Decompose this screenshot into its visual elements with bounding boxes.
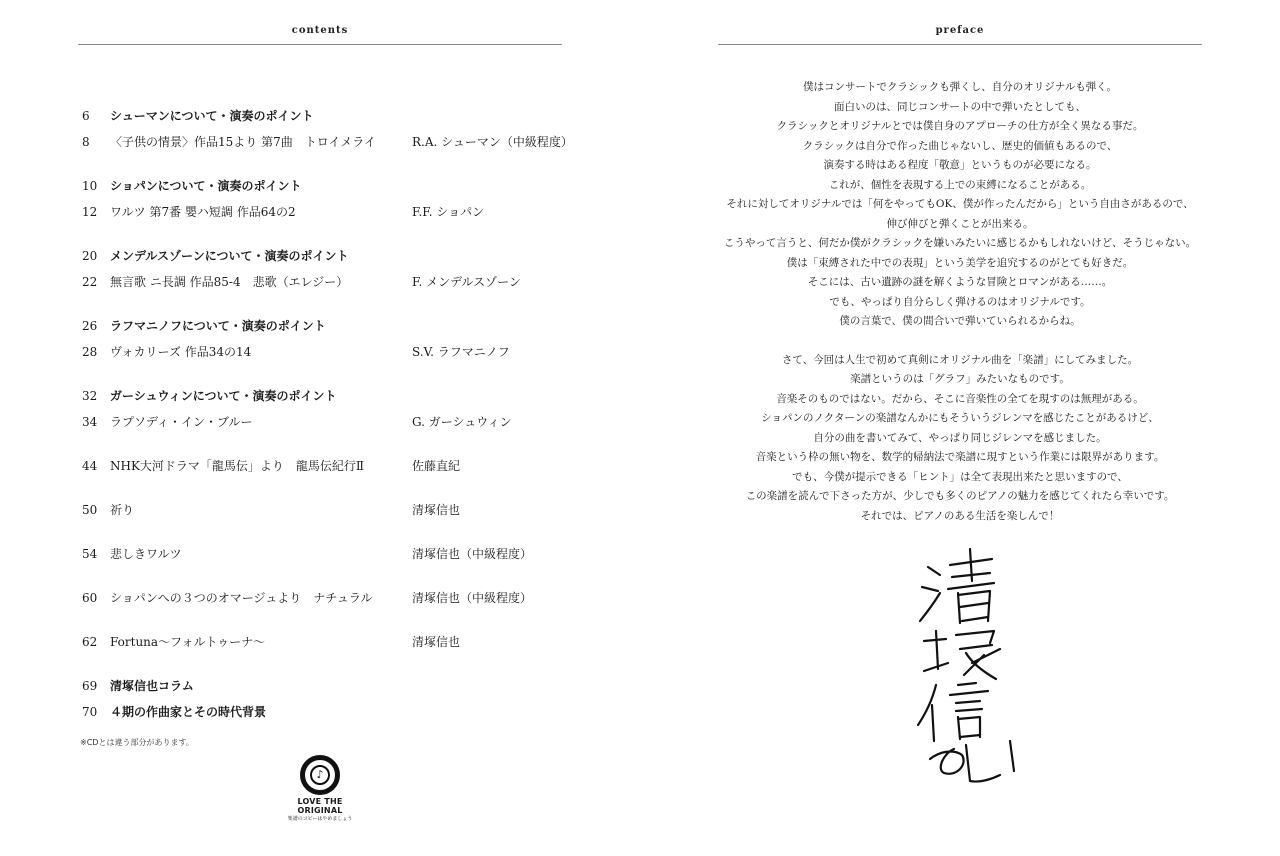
toc-entry — [82, 544, 582, 564]
toc-page-number: 70 — [82, 705, 98, 719]
toc-page-number: 50 — [82, 503, 98, 517]
preface-line: 面白いのは、同じコンサートの中で弾いたとしても、 — [834, 100, 1086, 113]
toc-title: NHK大河ドラマ「龍馬伝」より 龍馬伝紀行Ⅱ — [110, 459, 365, 473]
preface-line: 音楽という枠の無い物を、数学的帰納法で楽譜に現すという作業には限界があります。 — [755, 451, 1165, 463]
toc-section-heading — [82, 702, 582, 722]
toc-page-number: 12 — [82, 205, 98, 219]
toc-composer: F. メンデルスゾーン — [412, 275, 521, 289]
toc-title: 悲しきワルツ — [110, 547, 182, 561]
preface-line: でも、今僕が提示できる「ヒント」は全て表現出来たと思いますので、 — [792, 470, 1128, 483]
preface-line: こうやって言うと、何だか僕がクラシックを嫌いみたいに感じるかもしれないけど、そうじゃない。 — [723, 237, 1197, 249]
toc-entry — [82, 272, 582, 292]
toc-title: ラフマニノフについて・演奏のポイント — [110, 319, 326, 333]
preface-line: でも、やっぱり自分らしく弾けるのはオリジナルです。 — [829, 295, 1091, 308]
toc-page-number: 32 — [82, 389, 98, 403]
preface-text — [700, 78, 1220, 526]
toc-title: ショパンへの３つのオマージュより ナチュラル — [110, 591, 373, 605]
toc-title: 〈子供の情景〉作品15より 第7曲 トロイメライ — [110, 135, 376, 149]
preface-line: 自分の曲を書いてみて、やっぱり同じジレンマを感じました。 — [813, 431, 1107, 444]
preface-line: 伸び伸びと弾くことが出来る。 — [886, 217, 1034, 230]
preface-line: クラシックとオリジナルとでは僕自身のアプローチの仕方が全く異なる事だ。 — [776, 120, 1144, 132]
preface-line: 音楽そのものではない。だから、そこに音楽性の全てを現すのは無理がある。 — [776, 392, 1144, 405]
toc-page-number: 62 — [82, 635, 98, 649]
toc-composer: 清塚信也（中級程度） — [412, 547, 533, 561]
toc-composer: F.F. ショパン — [412, 205, 485, 219]
logo-glyph: ♪ — [310, 765, 330, 785]
toc-page-number: 22 — [82, 275, 98, 289]
preface-line: 僕はコンサートでクラシックも弾くし、自分のオリジナルも弾く。 — [802, 81, 1118, 93]
paragraph-gap — [700, 332, 1220, 351]
love-the-original-logo — [280, 755, 360, 822]
preface-line: 僕の言葉で、僕の間合いで弾いていられるからね。 — [839, 315, 1081, 327]
preface-line: さて、今回は人生で初めて真剣にオリジナル曲を「楽譜」にしてみました。 — [781, 353, 1139, 366]
toc-page-number: 10 — [82, 179, 98, 193]
preface-line: クラシックは自分で作った曲じゃないし、歴史的価値もあるので、 — [802, 139, 1118, 152]
toc-entry — [82, 132, 582, 152]
logo-text: LOVE THE ORIGINAL — [297, 797, 343, 815]
toc-title: ショパンについて・演奏のポイント — [110, 179, 302, 193]
toc-composer: 清塚信也 — [412, 635, 461, 649]
toc-page-number: 20 — [82, 249, 98, 263]
toc-composer: R.A. シューマン（中級程度） — [412, 135, 573, 149]
toc-entry — [82, 456, 582, 476]
preface-line: この楽譜を読んで下さった方が、少しでも多くのピアノの魅力を感じてくれたら幸いです。 — [745, 490, 1175, 502]
toc-composer: 佐藤直紀 — [412, 459, 461, 473]
toc-page-number: 60 — [82, 591, 98, 605]
toc-title: 祈り — [110, 503, 135, 517]
toc-title: ワルツ 第7番 嬰ハ短調 作品64の2 — [110, 205, 296, 219]
toc-entry — [82, 500, 582, 520]
toc-entry — [82, 342, 582, 362]
toc-composer: 清塚信也 — [412, 503, 461, 517]
cd-difference-note: ※CDとは違う部分があります。 — [80, 738, 194, 747]
signature-icon — [910, 545, 1030, 785]
toc-page-number: 44 — [82, 459, 98, 473]
toc-title: ガーシュウィンについて・演奏のポイント — [110, 389, 337, 403]
handwritten-signature — [910, 545, 1030, 785]
toc-section-heading — [82, 676, 582, 696]
preface-line: そこには、古い遺跡の謎を解くような冒険とロマンがある……。 — [807, 276, 1113, 288]
toc-page-number: 34 — [82, 415, 98, 429]
toc-entry — [82, 202, 582, 222]
toc-entry — [82, 412, 582, 432]
preface-line: 僕は「束縛された中での表現」という美学を追究するのがとても好きだ。 — [786, 256, 1134, 269]
toc-page-number: 69 — [82, 679, 98, 693]
toc-section-heading — [82, 316, 582, 336]
toc-title: ラプソディ・イン・ブルー — [110, 415, 253, 429]
toc-entry — [82, 632, 582, 652]
toc-section-heading — [82, 386, 582, 406]
toc-section-heading — [82, 106, 582, 126]
toc-entry — [82, 588, 582, 608]
preface-line: 演奏する時はある程度「敬意」というものが必要になる。 — [823, 159, 1097, 171]
toc-composer: S.V. ラフマニノフ — [412, 345, 510, 359]
toc-section-heading — [82, 176, 582, 196]
toc-title: シューマンについて・演奏のポイント — [110, 109, 314, 123]
preface-header: preface — [718, 22, 1202, 45]
toc-page-number: 6 — [82, 109, 90, 123]
toc-title: 清塚信也コラム — [110, 679, 194, 693]
preface-line: これが、個性を表現する上での束縛になることがある。 — [828, 178, 1092, 191]
toc-page-number: 8 — [82, 135, 90, 149]
toc-composer: G. ガーシュウィン — [412, 415, 512, 429]
toc-title: Fortuna〜フォルトゥーナ〜 — [110, 635, 266, 649]
preface-line: ショパンのノクターンの楽譜なんかにもそういうジレンマを感じたことがあるけど、 — [761, 412, 1159, 424]
toc-title: メンデルスゾーンについて・演奏のポイント — [110, 249, 349, 263]
toc-title: 無言歌 ニ長調 作品85-4 悲歌（エレジー） — [110, 275, 349, 289]
contents-header: contents — [78, 22, 562, 45]
toc-title: ヴォカリーズ 作品34の14 — [110, 345, 252, 359]
toc-title: ４期の作曲家とその時代背景 — [110, 705, 267, 719]
toc-page-number: 28 — [82, 345, 98, 359]
music-note-logo-icon — [300, 755, 340, 795]
toc-page-number: 54 — [82, 547, 98, 561]
preface-page — [640, 0, 1280, 856]
preface-line: それでは、ピアノのある生活を楽しんで！ — [860, 509, 1060, 522]
preface-line: それに対してオリジナルでは「何をやってもOK、僕が作ったんだから」という自由さがあるので、 — [726, 198, 1194, 210]
preface-line: 楽譜というのは「グラフ」みたいなものです。 — [850, 373, 1070, 385]
toc-section-heading — [82, 246, 582, 266]
toc-page-number: 26 — [82, 319, 98, 333]
logo-subtext: 楽譜のコピーはやめましょう — [287, 816, 353, 822]
toc-composer: 清塚信也（中級程度） — [412, 591, 533, 605]
